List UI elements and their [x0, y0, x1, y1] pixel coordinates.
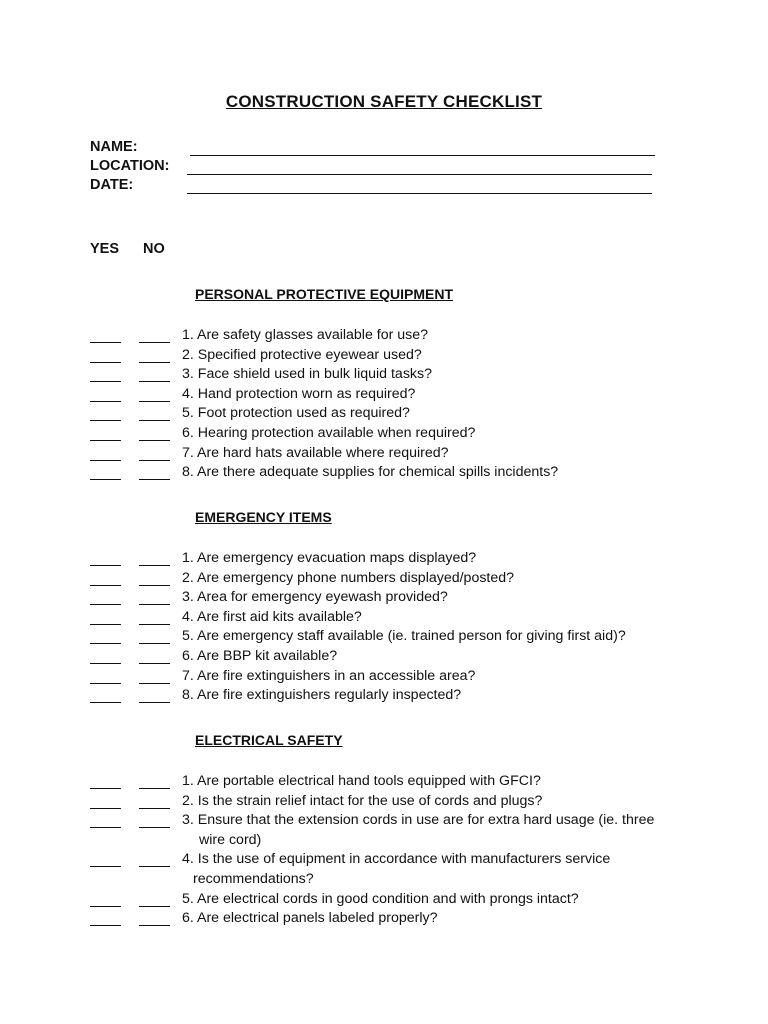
no-answer-blank[interactable] — [139, 362, 170, 363]
question-text: 5. Foot protection used as required? — [182, 405, 410, 422]
date-input-line[interactable] — [187, 193, 652, 194]
no-answer-blank[interactable] — [139, 460, 170, 461]
question-text: 2. Specified protective eyewear used? — [182, 346, 422, 363]
checklist-item — [0, 910, 768, 930]
checklist-item — [0, 793, 768, 813]
checklist-item — [0, 589, 768, 609]
question-text: 1. Are portable electrical hand tools equipped with GFCI? — [182, 773, 541, 789]
question-text: 7. Are hard hats available where required? — [182, 444, 449, 461]
section-title: PERSONAL PROTECTIVE EQUIPMENT — [195, 286, 453, 302]
no-answer-blank[interactable] — [139, 663, 170, 664]
question-text-continuation: wire cord) — [199, 831, 262, 848]
no-answer-blank[interactable] — [139, 565, 170, 566]
checklist-item — [0, 366, 768, 386]
checklist-item — [0, 773, 768, 793]
no-answer-blank[interactable] — [139, 624, 170, 625]
yes-answer-blank[interactable] — [90, 401, 121, 402]
question-text: 4. Is the use of equipment in accordance with manufacturers service — [182, 851, 611, 868]
yes-answer-blank[interactable] — [90, 420, 121, 421]
yes-answer-blank[interactable] — [90, 683, 121, 684]
no-answer-blank[interactable] — [139, 788, 170, 789]
checklist-item — [0, 648, 768, 668]
yes-answer-blank[interactable] — [90, 663, 121, 664]
checklist-item — [0, 445, 768, 465]
checklist-item — [0, 570, 768, 590]
no-answer-blank[interactable] — [139, 702, 170, 703]
question-text-continuation: recommendations? — [193, 871, 314, 887]
checklist-item — [0, 386, 768, 406]
question-text: 8. Are there adequate supplies for chemical spills incidents? — [182, 464, 559, 481]
yes-answer-blank[interactable] — [90, 362, 121, 363]
yes-answer-blank[interactable] — [90, 827, 121, 828]
question-text: 7. Are fire extinguishers in an accessible area? — [182, 667, 476, 684]
question-text: 3. Area for emergency eyewash provided? — [182, 589, 448, 606]
no-answer-blank[interactable] — [139, 643, 170, 644]
question-text: 4. Hand protection worn as required? — [182, 385, 416, 402]
checklist-item — [0, 628, 768, 648]
question-text: 3. Ensure that the extension cords in use are for extra hard usage (ie. three — [182, 812, 655, 829]
checklist-item — [0, 550, 768, 570]
checklist-item — [0, 668, 768, 688]
no-answer-blank[interactable] — [139, 585, 170, 586]
no-answer-blank[interactable] — [139, 827, 170, 828]
name-input-line[interactable] — [190, 155, 655, 156]
no-answer-blank[interactable] — [139, 866, 170, 867]
no-answer-blank[interactable] — [139, 906, 170, 907]
no-answer-blank[interactable] — [139, 808, 170, 809]
no-answer-blank[interactable] — [139, 604, 170, 605]
question-text: 5. Are emergency staff available (ie. trained person for giving first aid)? — [182, 628, 626, 645]
location-input-line[interactable] — [187, 174, 652, 175]
checklist-item — [0, 347, 768, 367]
checklist-item — [0, 891, 768, 911]
no-answer-blank[interactable] — [139, 342, 170, 343]
checklist-item — [0, 812, 768, 832]
yes-answer-blank[interactable] — [90, 440, 121, 441]
no-answer-blank[interactable] — [139, 440, 170, 441]
section-title: ELECTRICAL SAFETY — [195, 732, 343, 748]
question-text: 1. Are emergency evacuation maps displayed? — [182, 550, 477, 566]
yes-answer-blank[interactable] — [90, 866, 121, 867]
yes-answer-blank[interactable] — [90, 604, 121, 605]
question-text: 5. Are electrical cords in good condition and with prongs intact? — [182, 890, 579, 907]
checklist-item — [0, 405, 768, 425]
no-answer-blank[interactable] — [139, 479, 170, 480]
question-text: 3. Face shield used in bulk liquid tasks? — [182, 366, 432, 383]
yes-answer-blank[interactable] — [90, 479, 121, 480]
checklist-item — [0, 851, 768, 871]
yes-answer-blank[interactable] — [90, 643, 121, 644]
yes-answer-blank[interactable] — [90, 381, 121, 382]
no-column-header: NO — [143, 241, 165, 257]
question-text: 2. Are emergency phone numbers displayed/posted? — [182, 569, 515, 586]
location-label: LOCATION: — [90, 158, 170, 174]
yes-answer-blank[interactable] — [90, 624, 121, 625]
yes-answer-blank[interactable] — [90, 808, 121, 809]
yes-answer-blank[interactable] — [90, 342, 121, 343]
yes-answer-blank[interactable] — [90, 460, 121, 461]
yes-answer-blank[interactable] — [90, 906, 121, 907]
checklist-item — [0, 609, 768, 629]
section-title: EMERGENCY ITEMS — [195, 509, 332, 525]
yes-column-header: YES — [90, 241, 120, 257]
question-text: 4. Are first aid kits available? — [182, 608, 362, 625]
no-answer-blank[interactable] — [139, 420, 170, 421]
yes-answer-blank[interactable] — [90, 788, 121, 789]
date-label: DATE: — [90, 177, 134, 193]
checklist-item — [0, 687, 768, 707]
yes-answer-blank[interactable] — [90, 702, 121, 703]
no-answer-blank[interactable] — [139, 683, 170, 684]
checklist-item — [0, 425, 768, 445]
name-label: NAME: — [90, 139, 138, 155]
question-text: 6. Are electrical panels labeled properly? — [182, 910, 438, 927]
no-answer-blank[interactable] — [139, 381, 170, 382]
yes-answer-blank[interactable] — [90, 585, 121, 586]
question-text: 1. Are safety glasses available for use? — [182, 327, 429, 343]
question-text: 6. Are BBP kit available? — [182, 648, 338, 664]
question-text: 6. Hearing protection available when required? — [182, 425, 476, 441]
yes-answer-blank[interactable] — [90, 565, 121, 566]
question-text: 2. Is the strain relief intact for the use of cords and plugs? — [182, 792, 543, 809]
no-answer-blank[interactable] — [139, 401, 170, 402]
question-text: 8. Are fire extinguishers regularly inspected? — [182, 687, 462, 704]
no-answer-blank[interactable] — [139, 925, 170, 926]
checklist-item-continuation — [0, 871, 768, 891]
yes-answer-blank[interactable] — [90, 925, 121, 926]
checklist-item — [0, 464, 768, 484]
checklist-item-continuation — [0, 832, 768, 852]
checklist-item — [0, 327, 768, 347]
document-title: CONSTRUCTION SAFETY CHECKLIST — [225, 92, 543, 111]
